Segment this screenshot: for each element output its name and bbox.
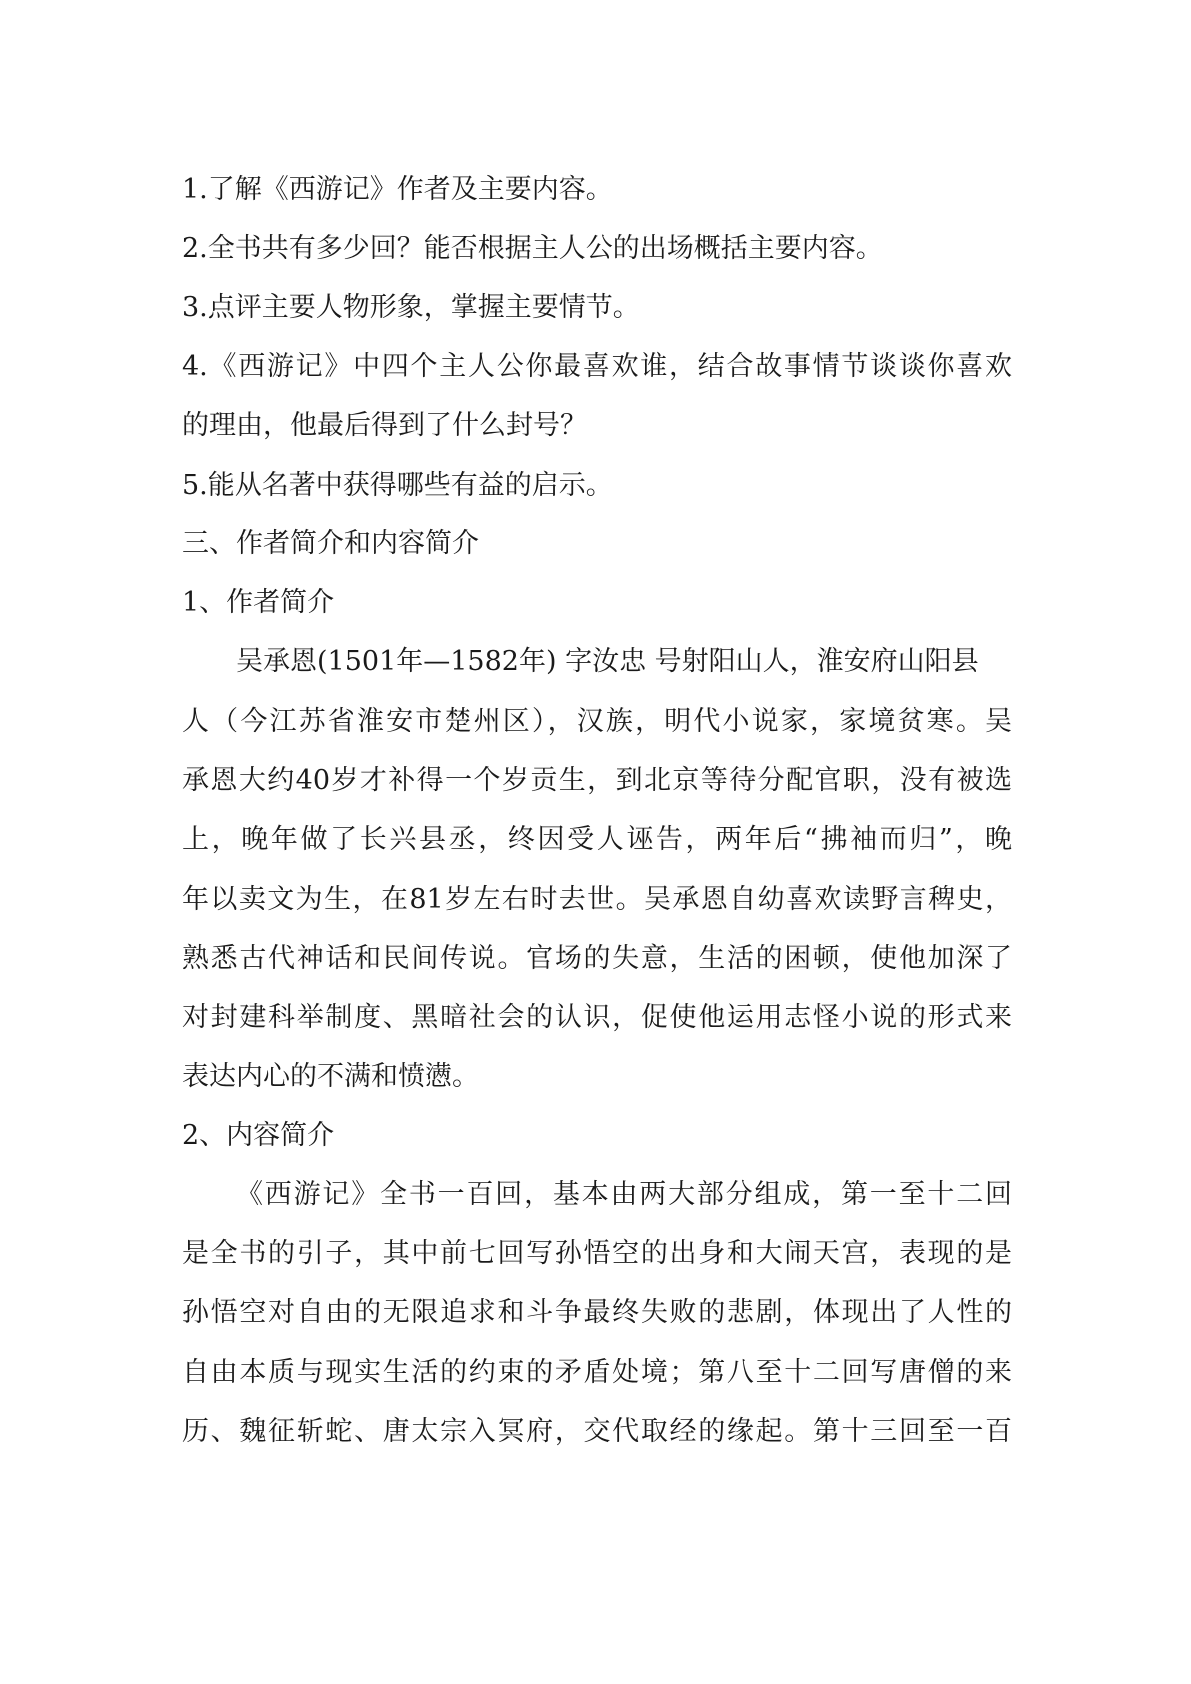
objective-item-1: 1.了解《西游记》作者及主要内容。 <box>182 174 613 205</box>
author-paragraph-line: 承恩大约40岁才补得一个岁贡生，到北京等待分配官职，没有被选 <box>182 765 1012 796</box>
author-paragraph-line: 对封建科举制度、黑暗社会的认识，促使他运用志怪小说的形式来 <box>182 1002 1012 1033</box>
author-heading: 1、作者简介 <box>182 587 335 618</box>
objective-item-2: 2.全书共有多少回？能否根据主人公的出场概括主要内容。 <box>182 233 883 264</box>
author-paragraph-line: 吴承恩(1501年—1582年) 字汝忠 号射阳山人，淮安府山阳县 <box>236 646 979 677</box>
author-paragraph-line: 上，晚年做了长兴县丞，终因受人诬告，两年后“拂袖而归”，晚 <box>182 824 1012 855</box>
author-paragraph-line: 熟悉古代神话和民间传说。官场的失意，生活的困顿，使他加深了 <box>182 943 1012 974</box>
objective-item-4-continued: 的理由，他最后得到了什么封号？ <box>182 410 587 441</box>
section-heading: 三、作者简介和内容简介 <box>182 528 479 559</box>
author-paragraph-line: 年以卖文为生，在81岁左右时去世。吴承恩自幼喜欢读野言稗史， <box>182 884 1012 915</box>
content-paragraph-line: 孙悟空对自由的无限追求和斗争最终失败的悲剧，体现出了人性的 <box>182 1297 1012 1328</box>
author-paragraph-line: 人（今江苏省淮安市楚州区），汉族，明代小说家，家境贫寒。吴 <box>182 706 1012 737</box>
objective-item-3: 3.点评主要人物形象，掌握主要情节。 <box>182 292 640 323</box>
content-heading: 2、内容简介 <box>182 1120 335 1151</box>
content-paragraph-line: 《西游记》全书一百回，基本由两大部分组成，第一至十二回 <box>236 1179 1012 1210</box>
content-paragraph-line: 是全书的引子，其中前七回写孙悟空的出身和大闹天宫，表现的是 <box>182 1238 1012 1269</box>
content-paragraph-line: 自由本质与现实生活的约束的矛盾处境；第八至十二回写唐僧的来 <box>182 1357 1012 1388</box>
objective-item-5: 5.能从名著中获得哪些有益的启示。 <box>182 470 613 501</box>
content-paragraph-line: 历、魏征斩蛇、唐太宗入冥府，交代取经的缘起。第十三回至一百 <box>182 1416 1012 1447</box>
author-paragraph-line: 表达内心的不满和愤懑。 <box>182 1061 479 1092</box>
objective-item-4: 4.《西游记》中四个主人公你最喜欢谁，结合故事情节谈谈你喜欢 <box>182 351 1012 382</box>
